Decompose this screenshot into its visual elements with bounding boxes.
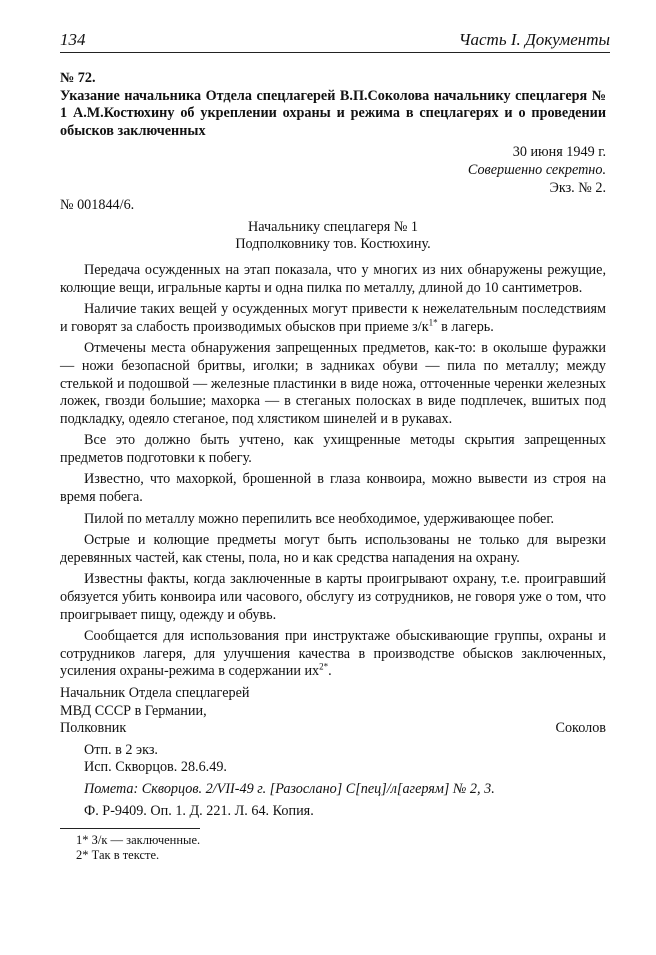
paragraph-3: Отмечены места обнаружения запрещенных предметов, как-то: в околыше фуражки — ножи безопасной бритвы, иголки; в задниках обуви — пила по металлу; между стелькой и подошвой — железные пластинки в виде ножа, отточенные черенки железных ложек, гвозди большие; махорка — в стеганых полосках в виде подплечек, вшитых под подкладку, одеяло стеганое, под хлястиком шинелей и в рукавах. xyxy=(60,340,606,427)
addressee-line-2: Подполковнику тов. Костюхину. xyxy=(235,236,431,253)
signature-rank: Полковник xyxy=(60,720,127,737)
footnote-ref-1: 1* xyxy=(428,316,438,327)
signature-block xyxy=(60,685,606,738)
footnote-2: 2* Так в тексте. xyxy=(76,848,160,862)
footnote-ref-2: 2* xyxy=(319,661,329,672)
copies-note: Отп. в 2 экз. xyxy=(84,741,158,758)
archive-reference: Ф. Р-9409. Оп. 1. Д. 221. Л. 64. Копия. xyxy=(84,802,314,819)
classification-mark: Совершенно секретно. xyxy=(467,161,606,178)
document-date: 30 июня 1949 г. xyxy=(512,144,606,161)
page-header xyxy=(60,30,610,53)
outgoing-number: № 001844/6. xyxy=(60,197,135,214)
part-title: Часть I. Документы xyxy=(458,30,610,49)
paragraph-1: Передача осужденных на этап показала, что у многих из них обнаружены режущие, колющие вещи, игральные карты и одна пилка по металлу, длиной до 10 сантиметров. xyxy=(60,261,606,296)
copy-number: Экз. № 2. xyxy=(549,179,606,196)
paragraph-7: Острые и колющие предметы могут быть использованы не только для вырезки деревянных частей, как стены, пола, но и как средства нападения на охрану. xyxy=(60,532,606,566)
page-number: 134 xyxy=(60,30,86,49)
paragraph-2: Наличие таких вещей у осужденных могут привести к нежелательным последствиям и говорят за слабость производимых обысков при приеме $з/к^{1*}$ в лагерь. xyxy=(60,301,606,335)
footnote-divider xyxy=(60,828,200,829)
paragraph-6: Пилой по металлу можно перепилить все необходимое, удерживающее побег. xyxy=(84,510,555,527)
addressee-line-1: Начальнику спецлагеря № 1 xyxy=(247,218,419,235)
document-body xyxy=(60,70,606,820)
paragraph-8: Известны факты, когда заключенные в карты проигрывают охрану, т.е. проигравший обязуется убить конвоира или часового, обслугу из сотрудников, не говоря уже о том, что проигрывает пищу, одежду и обувь. xyxy=(60,571,606,623)
footnotes xyxy=(60,828,260,863)
paragraph-9: Сообщается для использования при инструктаже обыскивающие группы, охраны и сотрудников лагеря, для улучшения качества в производстве обысков заключенных, усиления охраны-режима в содержании $их^{2*}$. xyxy=(60,628,606,680)
signature-line-1: Начальник Отдела спецлагерей xyxy=(60,685,250,701)
marks-note: Помета: Скворцов. 2/VII-49 г. [Разослано] С[пец]/л[агерям] № 2, 3. xyxy=(84,780,495,797)
signature-line-2: МВД СССР в Германии, xyxy=(60,702,207,719)
executor-note: Исп. Скворцов. 28.6.49. xyxy=(84,759,227,776)
document-title: Указание начальника Отдела спецлагерей В.П.Соколова начальнику спецлагеря № 1 А.М.Костюхину об укреплении охраны и режима в спецлагерях и о проведении обысков заключенных xyxy=(60,87,606,139)
paragraph-5: Известно, что махоркой, брошенной в глаза конвоира, можно вывести из строя на время побега. xyxy=(60,471,606,506)
signature-name: Соколов xyxy=(555,720,606,737)
footnote-1: 1* З/к — заключенные. xyxy=(76,833,201,847)
document-number: № 72. xyxy=(60,70,96,86)
paragraph-4: Все это должно быть учтено, как ухищренные методы скрытия запрещенных предметов подготовки к побегу. xyxy=(60,432,606,466)
